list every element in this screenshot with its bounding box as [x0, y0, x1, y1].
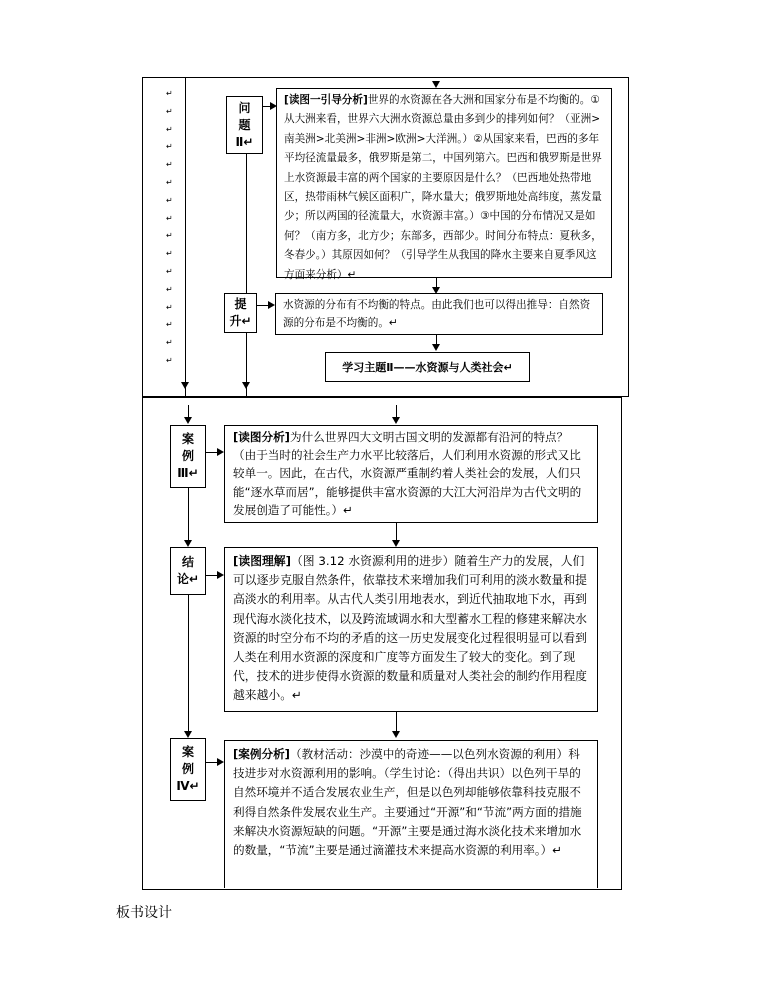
flow-arrow-conclusion-case4 [392, 731, 400, 738]
flow-arrow-top [432, 81, 440, 88]
connector-promote-arrow [268, 301, 275, 309]
connector-case4-arrow [217, 758, 224, 766]
flow-arrow-promote-topic [432, 344, 440, 351]
paragraph-mark: ↵ [166, 355, 173, 365]
flow-line-conclusion-case4 [396, 712, 397, 733]
board-design-title: 板书设计 [116, 905, 172, 921]
connector-conclusion-arrow [217, 571, 224, 579]
problem-heading: [读图一引导分析] [284, 94, 368, 106]
paragraph-mark: ↵ [166, 338, 173, 348]
case3-text: 为什么世界四大文明古国文明的发源都有沿河的特点？（由于当时的社会生产力水平比较落后，人们利用水资源的形式又比较单一。因此，在古代，水资源严重制约着人类社会的发展，人们只能“逐水草而居”，能够提供丰富水资源的大江大河沿岸为古代文明的发展创造了可能性。）↵ [233, 430, 582, 517]
conclusion-text: （图 3.12 水资源利用的进步）随着生产力的发展，人们可以逐步克服自然条件，依靠技术来增加我们可利用的淡水数量和提高淡水的利用率。从古代人类引用地表水，到近代抽取地下水，再到现代海水淡化技术，以及跨流域调水和大型蓄水工程的修建来解决水资源的时空分布不均的矛盾的这一历史发展变化过程很明显可以看到人类在利用水资源的深度和广度等方面发生了较大的变化。到了现代，技术的进步使得水资源的数量和质量对人类社会的制约作用程度越来越小。↵ [233, 554, 587, 703]
paragraph-mark: ↵ [166, 302, 173, 312]
flow-arrow-case3-conclusion [392, 540, 400, 547]
paragraph-mark: ↵ [166, 124, 173, 134]
flow-line-case3-conclusion-left [188, 488, 189, 542]
case4-text: （教材活动：沙漠中的奇迹——以色列水资源的利用）科技进步对水资源利用的影响。（学生讨论：（得出共识）以色列干旱的自然环境并不适合发展农业生产，但是以色列却能够依靠科技克服不利得自然条件发展农业生产。主要通过“开源”和“节流”两方面的措施来解决水资源短缺的问题。“开源”主要是通过海水淡化技术来增加水的数量，“节流”主要是通过滴灌技术来提高水资源的利用率。）↵ [233, 747, 582, 858]
case3-heading: [读图分析] [233, 430, 290, 444]
flow-arrow-middle [242, 382, 250, 389]
paragraph-mark: ↵ [166, 106, 173, 116]
problem-box [276, 88, 612, 281]
paragraph-mark: ↵ [166, 284, 173, 294]
conclusion-label: 结 论↵ [170, 547, 206, 595]
flow-line-middle [246, 130, 247, 397]
paragraph-mark: ↵ [166, 266, 173, 276]
flow-arrow-case3-conclusion-left [184, 540, 192, 547]
case3-label: 案 例 Ⅲ↵ [170, 425, 206, 488]
topic-label: 学习主题Ⅱ——水资源与人类社会↵ [342, 361, 513, 374]
case4-label: 案 例 Ⅳ↵ [170, 738, 206, 801]
paragraph-mark: ↵ [166, 249, 173, 259]
flow-arrow-left [181, 382, 189, 389]
paragraph-mark: ↵ [166, 320, 173, 330]
topic-box [325, 352, 530, 382]
flow-line-conclusion-case4-left [188, 595, 189, 733]
case3-box [224, 425, 598, 523]
paragraph-mark: ↵ [166, 195, 173, 205]
case4-box [224, 740, 598, 888]
case4-heading: [案例分析] [233, 747, 290, 761]
flow-arrow-right-bottom [392, 417, 400, 424]
paragraph-mark: ↵ [166, 142, 173, 152]
problem-text: 世界的水资源在各大洲和国家分布是不均衡的。①从大洲来看，世界六大洲水资源总量由多到少的排列如何？（亚洲>南美洲>北美洲>非洲>欧洲>大洋洲。）②从国家来看，巴西的多年平均径流量最多，俄罗斯是第二，中国列第六。巴西和俄罗斯是世界上水资源最丰富的两个国家的主要原因是什么？（巴西地处热带地区，热带雨林气候区面积广，降水量大；俄罗斯地处高纬度，蒸发量少；所以两国的径流量大，水资源丰富。）③中国的分布情况又是如何？（南方多，北方少；东部多，西部少。时间分布特点：夏秋多，冬春少。）其原因如何？（引导学生从我国的降水主要来自夏季风这方面来分析）↵ [284, 94, 602, 281]
promote-label: 提 升↵ [224, 293, 257, 333]
paragraph-mark: ↵ [166, 177, 173, 187]
flow-arrow-left-bottom [184, 417, 192, 424]
promote-text: 水资源的分布有不均衡的特点。由此我们也可以得出推导：自然资源的分布是不均衡的。↵ [283, 299, 591, 329]
conclusion-heading: [读图理解] [233, 554, 291, 568]
promote-box [275, 293, 603, 335]
connector-case3-arrow [217, 448, 224, 456]
conclusion-box [224, 547, 598, 712]
problem-label: 问 题 Ⅱ↵ [226, 96, 263, 154]
paragraph-mark: ↵ [166, 160, 173, 170]
paragraph-mark: ↵ [166, 213, 173, 223]
paragraph-mark: ↵ [166, 231, 173, 241]
flow-arrow-conclusion-case4-left [184, 731, 192, 738]
paragraph-mark: ↵ [166, 89, 173, 98]
paragraph-marks [166, 85, 173, 370]
flow-line-left [185, 77, 186, 397]
